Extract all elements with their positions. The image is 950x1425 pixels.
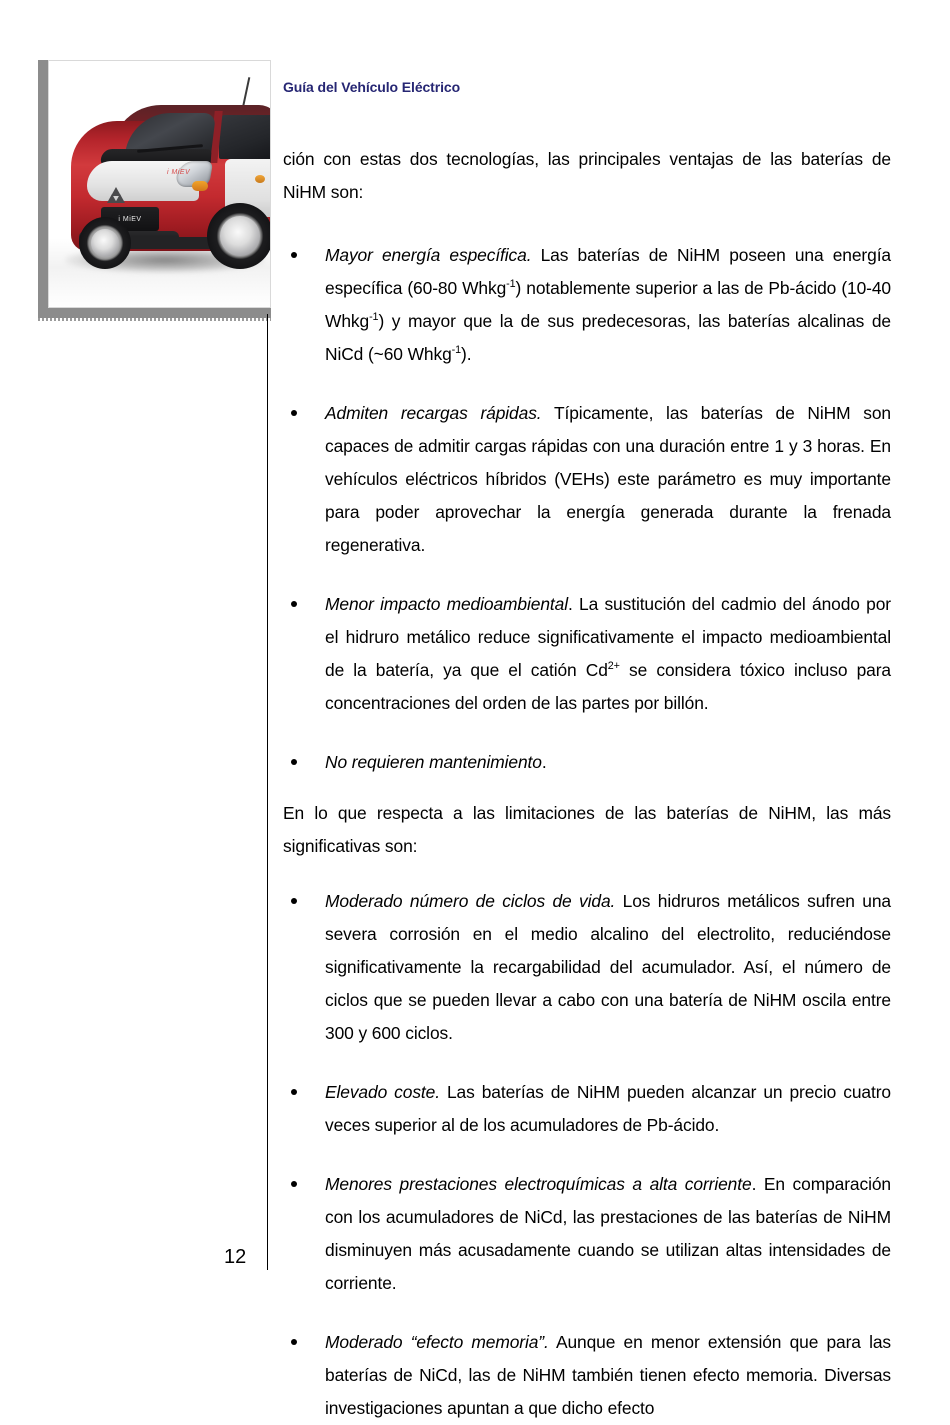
transition-paragraph: En lo que respecta a las limitaciones de las baterías de NiHM, las más significativas son: — [283, 803, 891, 856]
bullet-marker-icon — [291, 252, 297, 258]
bullet-lead-in: Admiten recargas rápidas. — [325, 403, 542, 423]
bullet-lead-in: Menores prestaciones electroquímicas a alta corriente — [325, 1174, 752, 1194]
advantages-list — [283, 239, 891, 779]
list-item — [283, 397, 891, 562]
bullet-text-2: se considera tóxico incluso para concentraciones del orden de las partes por billón. — [325, 660, 891, 713]
bullet-lead-in: Moderado “efecto memoria”. — [325, 1332, 549, 1352]
car-turn-indicator — [192, 181, 208, 191]
bullet-lead-in: Mayor energía específica. — [325, 245, 532, 265]
bullet-text: Las baterías de NiHM pueden alcanzar un precio cuatro veces superior al de los acumuladores de Pb-ácido. — [325, 1082, 891, 1135]
page-number: 12 — [224, 1246, 247, 1268]
figure-electric-car — [38, 60, 271, 318]
bullet-marker-icon — [291, 759, 297, 765]
column-divider-rule — [267, 314, 268, 1270]
list-item — [283, 746, 891, 779]
lead-paragraph: ción con estas dos tecnologías, las principales ventajas de las baterías de NiHM son: — [283, 149, 891, 202]
bullet-text-1: . La sustitución del cadmio del ánodo por el hidruro metálico reduce significativamente el impacto medioambiental de la batería, ya que el catión Cd — [325, 594, 891, 680]
car-side-marker-front — [255, 175, 265, 183]
superscript-exponent: -1 — [451, 344, 462, 357]
running-header-title: Guía del Vehículo Eléctrico — [283, 79, 461, 95]
bullet-marker-icon — [291, 1339, 297, 1345]
mitsubishi-logo-icon — [107, 187, 125, 202]
bullet-lead-in: No requieren mantenimiento — [325, 752, 542, 772]
limitations-list — [283, 885, 891, 1425]
bullet-marker-icon — [291, 601, 297, 607]
car-photo-scene — [49, 61, 270, 307]
bullet-marker-icon — [291, 1181, 297, 1187]
bullet-marker-icon — [291, 898, 297, 904]
bullet-text: . En comparación con los acumuladores de NiCd, las prestaciones de las baterías de NiHM disminuyen más acusadamente cuando se utilizan altas intensidades de corriente. — [325, 1174, 892, 1293]
bullet-text-4: ). — [461, 344, 472, 364]
bullet-text-1: Las baterías de NiHM poseen una energía específica (60-80 Whkg — [325, 245, 891, 298]
bullet-lead-in: Elevado coste. — [325, 1082, 440, 1102]
car-rear-wheel — [207, 203, 271, 269]
superscript-exponent: -1 — [506, 278, 516, 291]
superscript-exponent: -1 — [369, 311, 379, 324]
car-plate-text: i MiEV — [118, 215, 142, 223]
bullet-lead-in: Moderado número de ciclos de vida. — [325, 891, 616, 911]
list-item — [283, 1326, 891, 1425]
car-rear-hubcap — [220, 216, 260, 256]
bullet-text-2: ) notablemente superior a las de Pb-ácido (10-40 Whkg — [325, 278, 891, 331]
car-side-sill — [127, 237, 219, 249]
superscript-charge: 2+ — [607, 660, 620, 673]
main-text-column — [283, 143, 891, 1425]
figure-photo — [48, 60, 271, 308]
bullet-text: Los hidruros metálicos sufren una severa corrosión en el medio alcalino del electrolito, reduciéndose significativamente la recargabilidad del acumulador. Así, el número de ciclos que se pueden llevar a cabo con una batería de NiHM oscila entre 300 y 600 ciclos. — [325, 891, 891, 1043]
bullet-marker-icon — [291, 410, 297, 416]
car-side-window — [219, 115, 271, 159]
bullet-lead-in: Menor impacto medioambiental — [325, 594, 568, 614]
bullet-marker-icon — [291, 1089, 297, 1095]
bullet-text: Aunque en menor extensión que para las baterías de NiCd, las de NiHM también tienen efecto memoria. Diversas investigaciones apuntan a que dicho efecto — [325, 1332, 891, 1418]
list-item — [283, 885, 891, 1050]
list-item — [283, 1076, 891, 1142]
list-item — [283, 1168, 891, 1300]
car-badge-text: i MiEV — [167, 169, 191, 176]
bullet-text: . — [541, 752, 547, 772]
car-front-wheel — [79, 217, 131, 269]
list-item — [283, 239, 891, 371]
list-item — [283, 588, 891, 720]
bullet-text: Típicamente, las baterías de NiHM son capaces de admitir cargas rápidas con una duración entre 1 y 3 horas. En vehículos eléctricos híbridos (VEHs) este parámetro es muy importante para poder aprovechar la energía generada durante la frenada regenerativa. — [325, 403, 891, 555]
car-front-hubcap — [91, 229, 119, 257]
bullet-text-3: ) y mayor que la de sus predecesoras, las baterías alcalinas de NiCd (~60 Whkg — [325, 311, 891, 364]
